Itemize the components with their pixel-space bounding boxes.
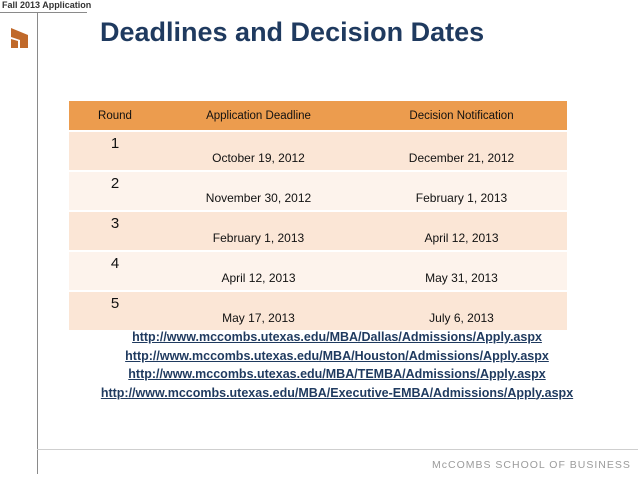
temba-apply-link[interactable]: http://www.mccombs.utexas.edu/MBA/TEMBA/Admissions/Apply.aspx: [128, 367, 546, 381]
presentation-label: Fall 2013 Application: [2, 0, 92, 10]
application-deadline: November 30, 2012: [161, 171, 356, 211]
school-wordmark: McCOMBS SCHOOL OF BUSINESS: [432, 459, 631, 471]
header-divider-line: [0, 12, 87, 13]
round-number: 5: [69, 291, 161, 330]
decision-notification: May 31, 2013: [356, 251, 567, 291]
decision-notification: July 6, 2013: [356, 291, 567, 330]
table-row: [69, 251, 567, 291]
mccombs-tower-logo-icon: [8, 26, 32, 50]
round-number: 1: [69, 131, 161, 171]
table-header-row: [69, 101, 567, 131]
table-row: [69, 171, 567, 211]
decision-notification: February 1, 2013: [356, 171, 567, 211]
dallas-apply-link[interactable]: http://www.mccombs.utexas.edu/MBA/Dallas/Admissions/Apply.aspx: [132, 330, 542, 344]
table-row: [69, 211, 567, 251]
round-number: 3: [69, 211, 161, 251]
round-column-header: Round: [69, 101, 161, 131]
application-deadline: April 12, 2013: [161, 251, 356, 291]
round-number: 4: [69, 251, 161, 291]
application-deadline: February 1, 2013: [161, 211, 356, 251]
application-deadline: October 19, 2012: [161, 131, 356, 171]
decision-notification-column-header: Decision Notification: [356, 101, 567, 131]
slide-left-rule: [37, 12, 38, 474]
deadlines-table: [69, 101, 567, 330]
houston-apply-link[interactable]: http://www.mccombs.utexas.edu/MBA/Houston/Admissions/Apply.aspx: [125, 348, 549, 363]
application-links: [37, 328, 637, 402]
table-row: [69, 291, 567, 330]
executive-emba-apply-link[interactable]: http://www.mccombs.utexas.edu/MBA/Executive-EMBA/Admissions/Apply.aspx: [100, 385, 574, 400]
footer-divider-line: [37, 449, 638, 450]
round-number: 2: [69, 171, 161, 211]
decision-notification: April 12, 2013: [356, 211, 567, 251]
page-title: Deadlines and Decision Dates: [100, 17, 485, 47]
decision-notification: December 21, 2012: [356, 131, 567, 171]
table-row: [69, 131, 567, 171]
application-deadline-column-header: Application Deadline: [161, 101, 356, 131]
application-deadline: May 17, 2013: [161, 291, 356, 330]
